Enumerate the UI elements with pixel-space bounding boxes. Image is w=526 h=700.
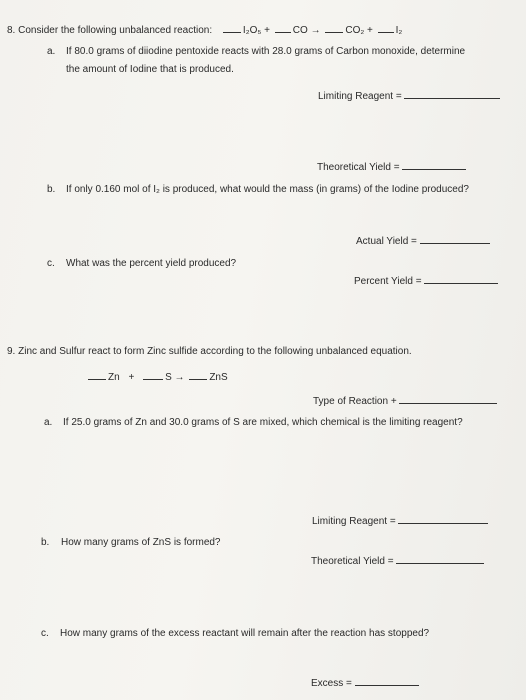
q9b-text: How many grams of ZnS is formed? (61, 537, 221, 548)
q8-reactant-1: I₂O₅ (242, 25, 262, 36)
q9-prompt: Zinc and Sulfur react to form Zinc sulfide according to the following unbalanced equation. (18, 346, 412, 357)
q9b-theoretical-row (311, 554, 484, 568)
q8-product-2: I₂ (395, 25, 403, 36)
q8b-actual-row (356, 234, 490, 248)
q8c-percent-row (354, 274, 498, 288)
q8-prompt: Consider the following unbalanced reaction: (18, 25, 213, 36)
q9-equation (86, 370, 228, 384)
q8a-text-line2: the amount of Iodine that is produced. (66, 64, 234, 75)
q9-reactant-2: S (165, 372, 172, 383)
q9c-text: How many grams of the excess reactant will remain after the reaction has stopped? (60, 628, 430, 639)
q9b-theoretical-label: Theoretical Yield = (311, 556, 394, 567)
q8-arrow: → (310, 25, 321, 36)
q8-header (7, 23, 402, 37)
q9-type-row (313, 394, 497, 408)
q8a-letter: a. (47, 46, 56, 57)
q9-plus: + (128, 372, 135, 383)
q9b-letter: b. (41, 537, 50, 548)
q8a-limiting-row (318, 89, 500, 103)
q9-number: 9. (7, 346, 16, 357)
q9-coef-blank-3[interactable] (189, 370, 207, 380)
q8-coef-blank-4[interactable] (378, 23, 394, 33)
q9c-excess-row (311, 676, 419, 690)
q8-plus-2: + (367, 25, 373, 36)
q9-type-blank[interactable] (399, 394, 497, 404)
q8a-theoretical-label: Theoretical Yield = (317, 162, 400, 173)
q8-coef-blank-1[interactable] (223, 23, 241, 33)
q9c-excess-blank[interactable] (355, 676, 419, 686)
q8c-text: What was the percent yield produced? (66, 258, 237, 269)
q8-coef-blank-2[interactable] (275, 23, 291, 33)
q8c-percent-blank[interactable] (424, 274, 498, 284)
q9c-excess-label: Excess = (311, 678, 352, 689)
q9a-limiting-blank[interactable] (398, 514, 488, 524)
q9c-letter: c. (41, 628, 49, 639)
q8b-actual-label: Actual Yield = (356, 236, 417, 247)
q8c-percent-label: Percent Yield = (354, 276, 422, 287)
q9b-theoretical-blank[interactable] (396, 554, 484, 564)
q8c-letter: c. (47, 258, 55, 269)
q8a-limiting-blank[interactable] (404, 89, 500, 99)
q9-coef-blank-2[interactable] (143, 370, 163, 380)
q8b-text: If only 0.160 mol of I₂ is produced, what would the mass (in grams) of the Iodine produced? (66, 184, 469, 195)
q9-reactant-1: Zn (108, 372, 120, 383)
q8a-text-line1: If 80.0 grams of diiodine pentoxide reacts with 28.0 grams of Carbon monoxide, determine (66, 46, 466, 57)
q9a-letter: a. (44, 417, 53, 428)
q9-arrow: → (174, 372, 185, 383)
q9a-limiting-label: Limiting Reagent = (312, 516, 396, 527)
q8b-actual-blank[interactable] (420, 234, 490, 244)
q8-number: 8. (7, 25, 16, 36)
q9-product-1: ZnS (209, 372, 228, 383)
q8-reactant-2: CO (292, 25, 308, 36)
q8a-theoretical-row (317, 160, 466, 174)
q8-coef-blank-3[interactable] (325, 23, 343, 33)
q8b-letter: b. (47, 184, 56, 195)
q9-type-label: Type of Reaction + (313, 396, 397, 407)
q9a-limiting-row (312, 514, 488, 528)
q9-header (7, 346, 412, 358)
q8-plus-1: + (264, 25, 271, 36)
q8a-limiting-label: Limiting Reagent = (318, 91, 402, 102)
q8-product-1: CO₂ (345, 25, 365, 36)
q9-coef-blank-1[interactable] (88, 370, 106, 380)
q9a-text: If 25.0 grams of Zn and 30.0 grams of S are mixed, which chemical is the limiting reagent? (63, 417, 463, 428)
q8a-theoretical-blank[interactable] (402, 160, 466, 170)
